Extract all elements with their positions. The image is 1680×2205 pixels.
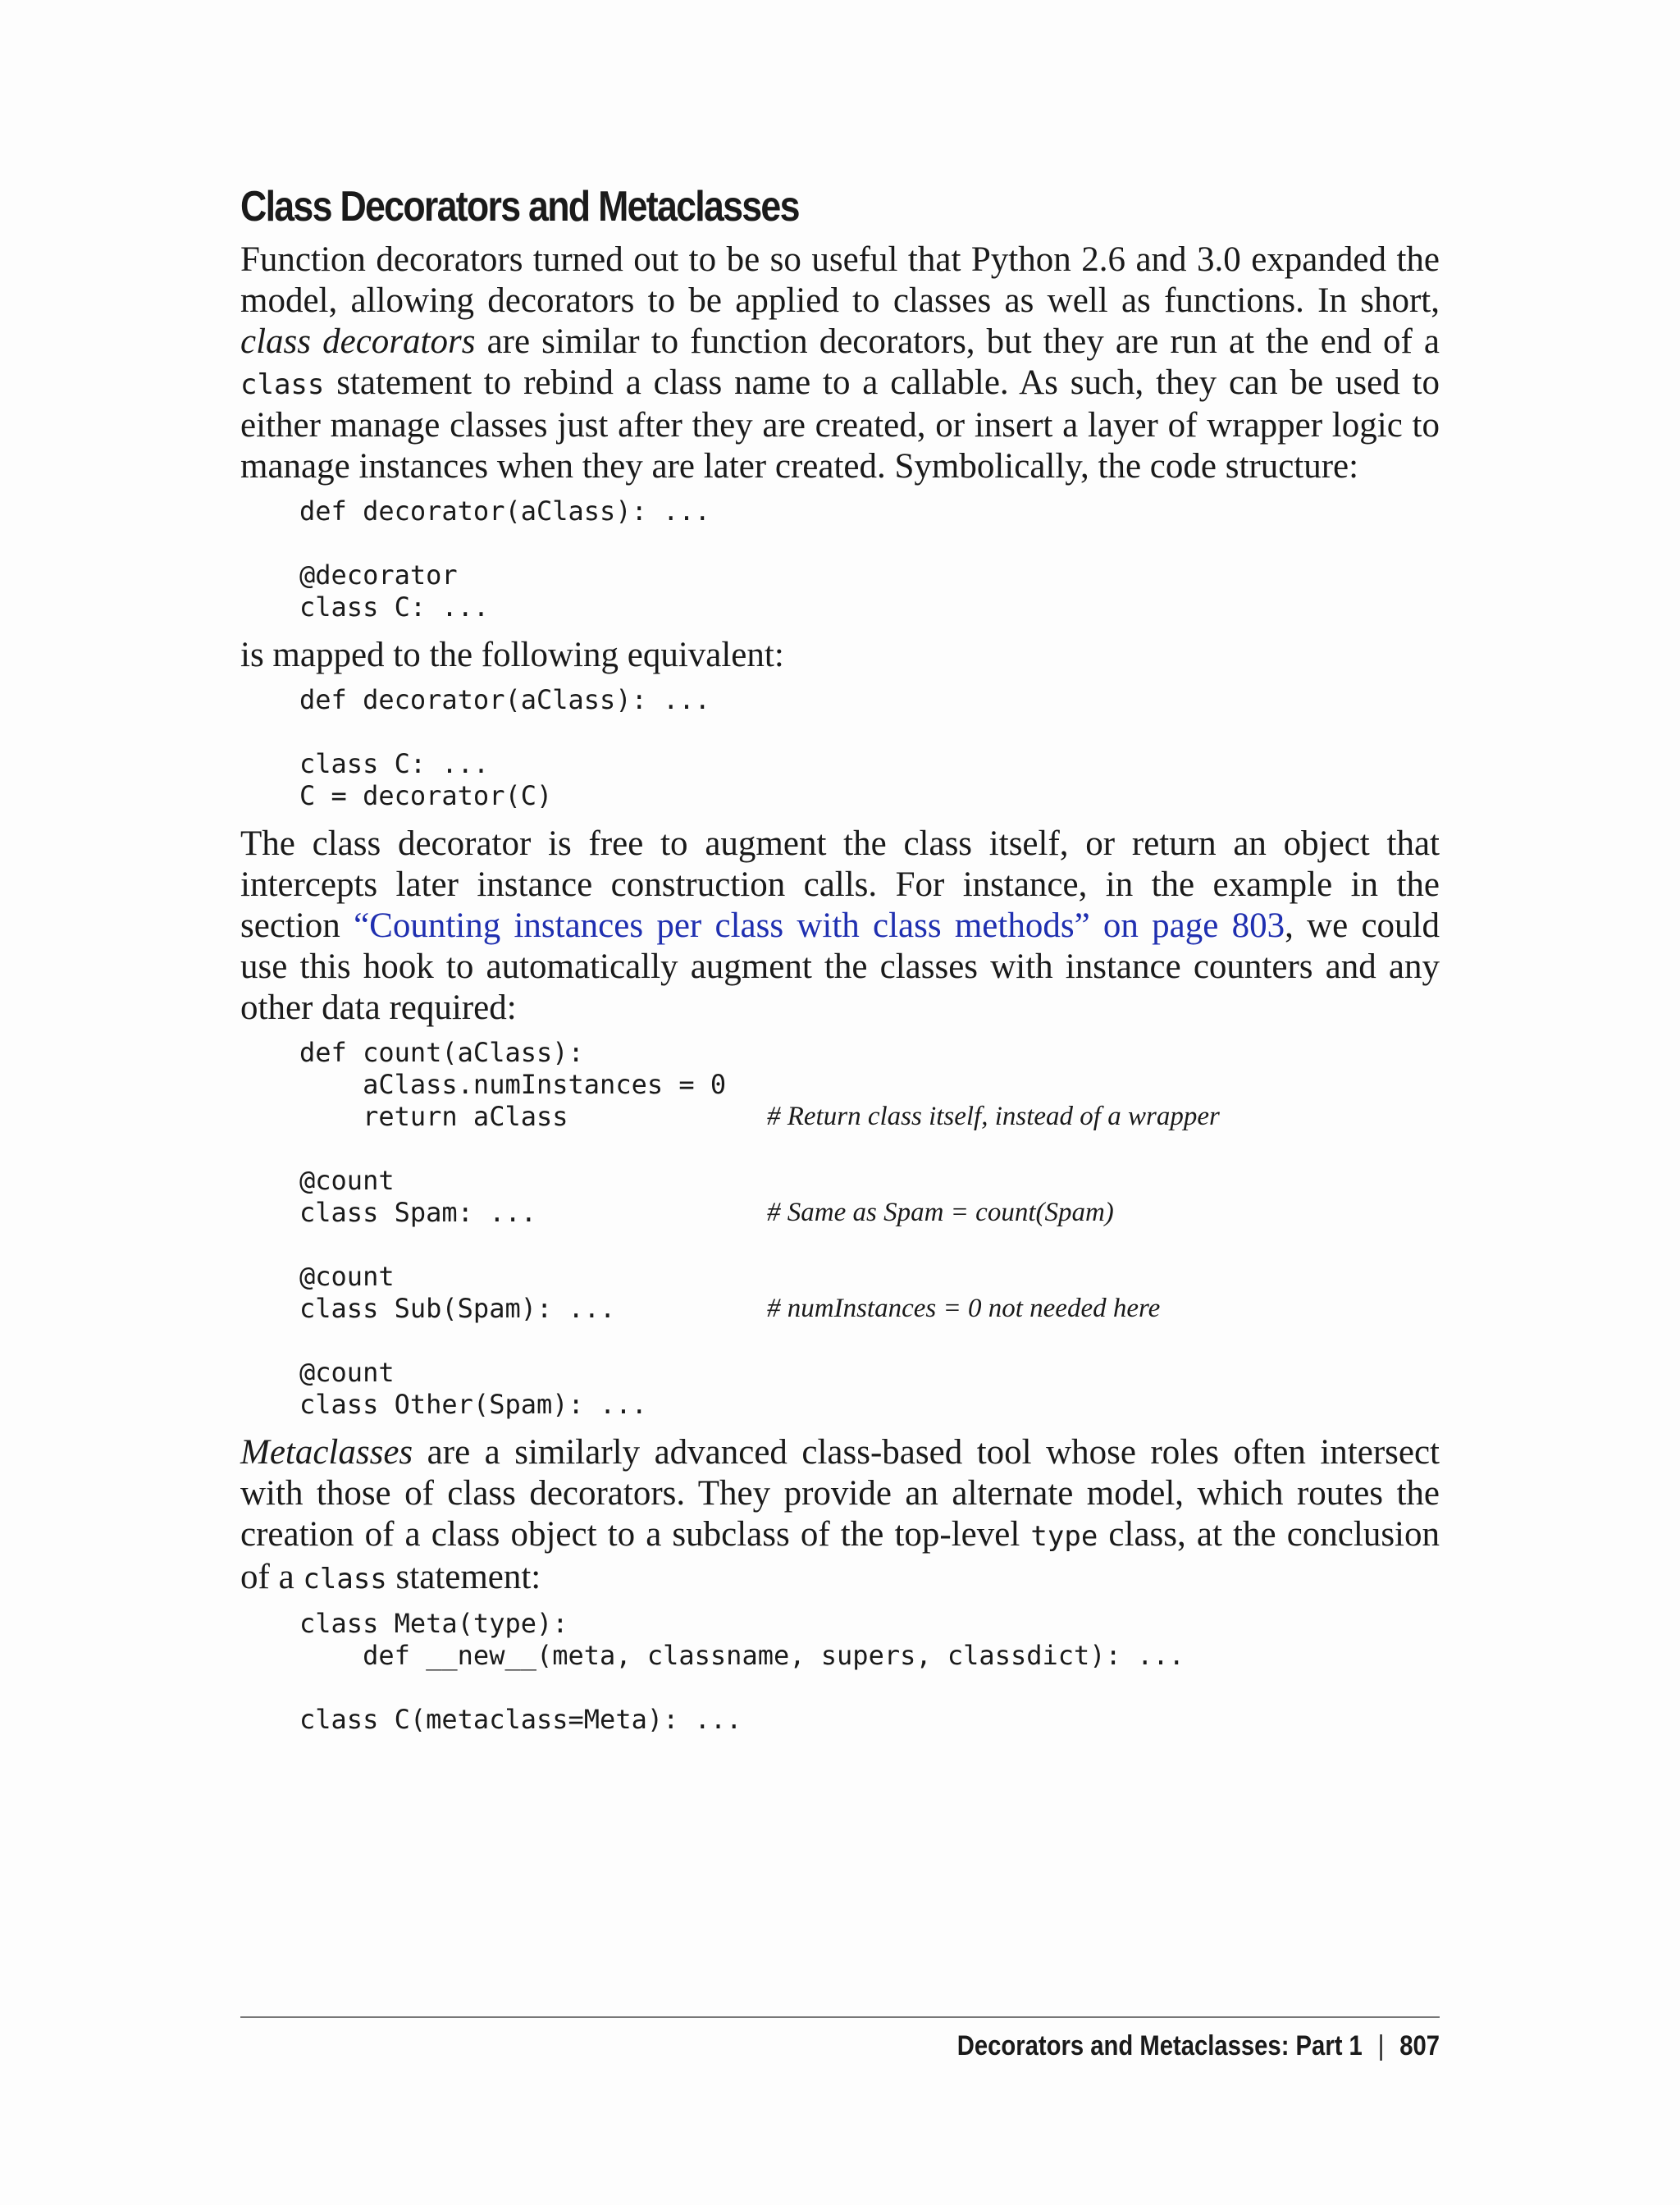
page-content xyxy=(240,180,1440,1747)
code-text: class Sub(Spam): ... xyxy=(299,1293,616,1324)
code-text: aClass.numInstances = 0 xyxy=(299,1069,727,1100)
paragraph-class-decorator xyxy=(240,824,1440,1029)
cross-reference-link[interactable]: “Counting instances per class with class methods” on page 803 xyxy=(354,906,1285,945)
code-line xyxy=(299,527,1440,559)
code-line: C = decorator(C) xyxy=(299,780,553,811)
code-line: def __new__(meta, classname, supers, classdict): ... xyxy=(299,1640,1185,1671)
text-run: statement: xyxy=(386,1558,541,1596)
code-line xyxy=(299,1229,1440,1261)
code-line xyxy=(299,1101,1440,1133)
code-line xyxy=(299,1293,1440,1325)
code-block-2 xyxy=(299,684,1440,812)
code-line xyxy=(299,1357,1440,1389)
page-number: 807 xyxy=(1399,2030,1440,2061)
text-run: class, at the conclusion of a xyxy=(240,1515,1440,1596)
code-line xyxy=(299,716,1440,748)
code-text: @count xyxy=(299,1261,395,1292)
footer-divider xyxy=(240,2016,1440,2018)
emphasis-text: class decorators xyxy=(240,322,476,361)
text-run: are a similarly advanced class-based tool whose roles often intersect with those of class decorators. They provide an alternate model, which routes the creation of a class object to a subclass of the top-level xyxy=(240,1433,1440,1554)
text-run: statement to rebind a class name to a callable. As such, they can be used to either manage classes just after they are created, or insert a layer of wrapper logic to manage instances when they are later created. Symbolically, the code structure: xyxy=(240,363,1440,486)
page-footer xyxy=(957,2026,1440,2066)
code-comment: # Return class itself, instead of a wrapper xyxy=(767,1102,1220,1131)
code-text: class Spam: ... xyxy=(299,1197,536,1228)
code-text: def count(aClass): xyxy=(299,1037,584,1068)
inline-code: class xyxy=(303,1563,387,1596)
paragraph-mapped: is mapped to the following equivalent: xyxy=(240,636,784,674)
code-text: class Other(Spam): ... xyxy=(299,1389,647,1420)
text-run: are similar to function decorators, but they are run at the end of a xyxy=(475,322,1440,361)
code-line: @decorator xyxy=(299,559,458,591)
code-line xyxy=(299,1197,1440,1229)
text-run: Function decorators turned out to be so useful that Python 2.6 and 3.0 expanded the model, allowing decorators to be applied to classes as well as functions. In short, xyxy=(240,240,1440,320)
code-line xyxy=(299,1261,1440,1293)
code-line: class C(metaclass=Meta): ... xyxy=(299,1704,742,1735)
paragraph-metaclasses xyxy=(240,1432,1440,1600)
code-line xyxy=(299,1325,1440,1357)
code-line xyxy=(299,1672,1440,1704)
code-line: def decorator(aClass): ... xyxy=(299,495,710,527)
emphasis-text: Metaclasses xyxy=(240,1433,413,1472)
code-line xyxy=(299,1037,1440,1069)
text-run: , we could use this hook to automatically augment the classes with instance counters and any other data required: xyxy=(240,906,1440,1027)
running-footer-title: Decorators and Metaclasses: Part 1 xyxy=(956,2030,1363,2061)
text-run: The class decorator is free to augment the class itself, or return an object that intercepts later instance construction calls. For instance, in the example in the section xyxy=(240,824,1440,945)
code-text: @count xyxy=(299,1357,395,1388)
code-block-1 xyxy=(299,495,1440,623)
inline-code: class xyxy=(240,368,325,401)
code-line: class C: ... xyxy=(299,591,490,623)
code-text: @count xyxy=(299,1165,395,1196)
code-line xyxy=(299,1165,1440,1197)
code-comment: # numInstances = 0 not needed here xyxy=(767,1294,1161,1323)
code-line xyxy=(299,1069,1440,1101)
code-comment: # Same as Spam = count(Spam) xyxy=(767,1198,1114,1227)
section-heading: Class Decorators and Metaclasses xyxy=(240,183,799,231)
code-line xyxy=(299,1133,1440,1165)
inline-code: type xyxy=(1030,1520,1098,1553)
code-block-4 xyxy=(299,1608,1440,1736)
code-line: class Meta(type): xyxy=(299,1608,568,1639)
footer-separator: | xyxy=(1377,2030,1385,2061)
code-block-3 xyxy=(299,1037,1440,1421)
code-text: return aClass xyxy=(299,1101,568,1132)
code-line xyxy=(299,1389,1440,1421)
code-line: def decorator(aClass): ... xyxy=(299,684,710,715)
paragraph-intro xyxy=(240,240,1440,487)
code-line: class C: ... xyxy=(299,748,490,779)
